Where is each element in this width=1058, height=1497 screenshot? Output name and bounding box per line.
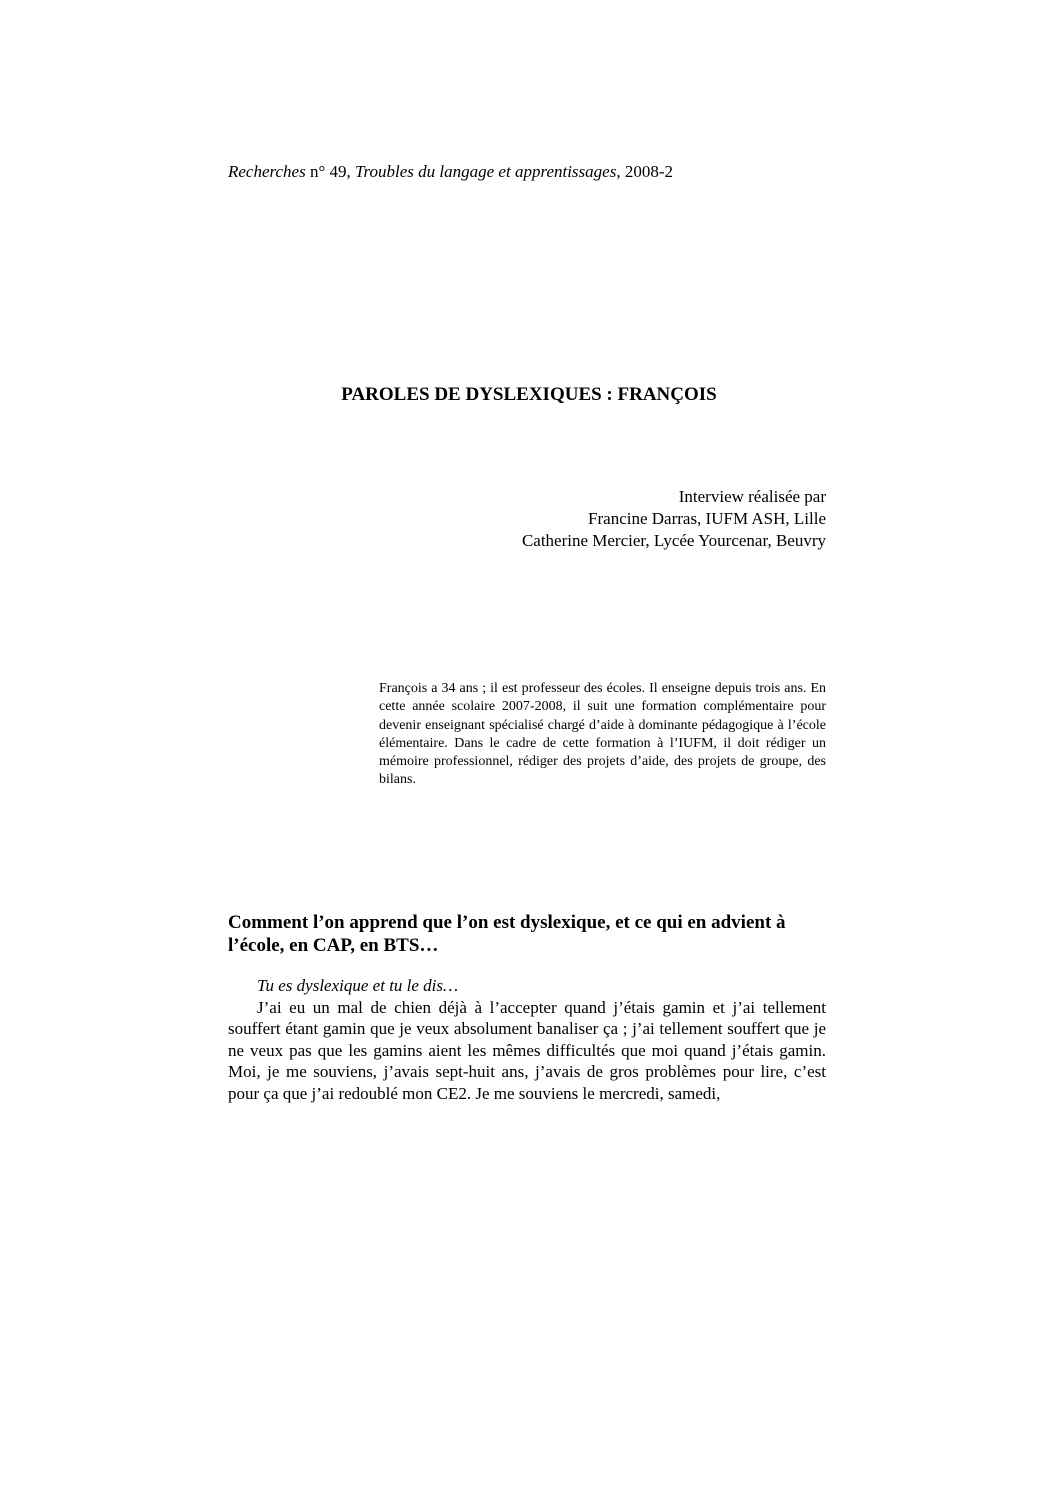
interview-question: Tu es dyslexique et tu le dis… [257,976,459,995]
abstract: François a 34 ans ; il est professeur des écoles. Il enseigne depuis trois ans. En cette année scolaire 2007-2008, il suit une formation complémentaire pour devenir enseignant spécialisé chargé d’aide à dominante pédagogique à l’école élémentaire. Dans le cadre de cette formation à l’IUFM, il doit rédiger un mémoire professionnel, rédiger des projets d’aide, des projets de groupe, des bilans. [379,681,826,788]
interview-answer: J’ai eu un mal de chien déjà à l’accepter quand j’étais gamin et j’ai tellement souffert étant gamin que je veux absolument banaliser ça ; j’ai tellement souffert que je ne veux pas que les gamins aient les mêmes difficultés que moi quand j’étais gamin. Moi, je me souviens, j’avais sept-huit ans, j’avais de gros problèmes pour lire, c’est pour ça que j’ai redoublé mon CE2. Je me souviens le mercredi, samedi, [228,997,826,1103]
journal-name: Recherches [228,162,306,181]
interview-body [228,975,826,1104]
running-head [228,162,673,182]
byline [522,486,826,552]
byline-author-2: Catherine Mercier, Lycée Yourcenar, Beuvry [521,531,826,550]
issue-title: Troubles du langage et apprentissages [355,162,617,181]
article-title: PAROLES DE DYSLEXIQUES : FRANÇOIS [341,384,717,405]
byline-author-1: Francine Darras, IUFM ASH, Lille [588,509,826,528]
issue-year: , 2008-2 [616,162,673,181]
section-heading: Comment l’on apprend que l’on est dyslexique, et ce qui en advient à l’école, en CAP, en BTS… [228,912,786,956]
issue-number: n° 49, [305,162,356,181]
byline-intro: Interview réalisée par [678,487,826,506]
